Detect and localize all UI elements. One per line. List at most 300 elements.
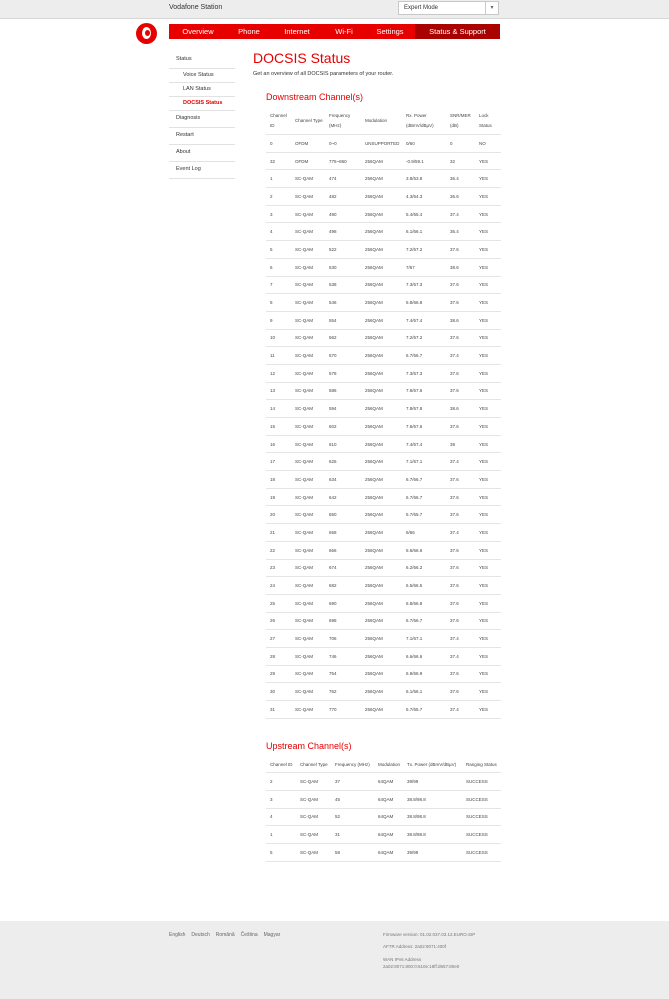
table-row — [266, 205, 501, 223]
table-cell: 256QAM — [361, 453, 402, 471]
table-cell: 18 — [266, 471, 291, 489]
table-cell: 19 — [266, 488, 291, 506]
table-cell: 37.4 — [446, 453, 475, 471]
footer — [0, 921, 669, 999]
table-cell: 16 — [266, 435, 291, 453]
table-cell: 256QAM — [361, 559, 402, 577]
table-cell: 25 — [266, 594, 291, 612]
table-cell: YES — [475, 612, 501, 630]
table-cell: 256QAM — [361, 188, 402, 206]
table-cell: 256QAM — [361, 471, 402, 489]
table-cell: SUCCESS — [462, 826, 501, 844]
upstream-header-cell: Channel ID — [266, 756, 296, 773]
table-cell: 775~860 — [325, 152, 361, 170]
table-cell: 256QAM — [361, 647, 402, 665]
table-cell: 256QAM — [361, 630, 402, 648]
table-cell: 650 — [325, 506, 361, 524]
table-cell: 37.6 — [446, 665, 475, 683]
table-cell: YES — [475, 170, 501, 188]
table-cell: 6.7/66.7 — [402, 347, 446, 365]
table-cell: 2 — [266, 773, 296, 791]
table-cell: 256QAM — [361, 152, 402, 170]
table-cell: SC-QAM — [291, 170, 325, 188]
table-cell: 37.6 — [446, 541, 475, 559]
table-cell: SC-QAM — [291, 471, 325, 489]
table-cell: YES — [475, 241, 501, 259]
downstream-title: Downstream Channel(s) — [266, 92, 364, 102]
top-bar — [0, 0, 669, 19]
table-cell: 6.6/66.6 — [402, 541, 446, 559]
table-cell: 10 — [266, 329, 291, 347]
table-cell: 7.6/67.6 — [402, 418, 446, 436]
table-cell: 634 — [325, 471, 361, 489]
upstream-header-row — [266, 756, 501, 773]
table-cell: 770 — [325, 701, 361, 719]
table-cell: 23 — [266, 559, 291, 577]
sidebar-item-docsis-status[interactable]: DOCSIS Status — [169, 97, 235, 111]
table-cell: SC-QAM — [291, 241, 325, 259]
table-cell: 6/66 — [402, 524, 446, 542]
table-cell: 37.6 — [446, 559, 475, 577]
table-cell: 256QAM — [361, 665, 402, 683]
table-cell: 7 — [266, 276, 291, 294]
table-cell: 37.6 — [446, 612, 475, 630]
table-cell: 13 — [266, 382, 291, 400]
table-cell: SC-QAM — [296, 790, 331, 808]
table-row — [266, 612, 501, 630]
table-row — [266, 488, 501, 506]
table-row — [266, 773, 501, 791]
table-cell: 256QAM — [361, 524, 402, 542]
table-cell: 14 — [266, 400, 291, 418]
nav-phone[interactable]: Phone — [238, 27, 260, 36]
upstream-header-cell: Tx. Power (dBmV/dBµV) — [403, 756, 462, 773]
table-cell: 256QAM — [361, 223, 402, 241]
table-cell: 7.4/67.4 — [402, 311, 446, 329]
table-cell: 256QAM — [361, 364, 402, 382]
sidebar-item-event-log[interactable]: Event Log — [169, 162, 235, 179]
table-row — [266, 241, 501, 259]
table-cell: YES — [475, 559, 501, 577]
downstream-header-cell: Channel Type — [291, 108, 325, 135]
table-cell: 256QAM — [361, 347, 402, 365]
table-cell: 4 — [266, 223, 291, 241]
table-cell: 256QAM — [361, 400, 402, 418]
table-cell: NO — [475, 135, 501, 153]
downstream-header-cell: Lock Status — [475, 108, 501, 135]
table-row — [266, 844, 501, 862]
table-row — [266, 506, 501, 524]
table-cell: 256QAM — [361, 594, 402, 612]
table-cell: OFDM — [291, 135, 325, 153]
table-cell: 38.8/98.8 — [403, 826, 462, 844]
table-cell: 31 — [331, 826, 374, 844]
sidebar-item-status[interactable]: Status — [169, 52, 235, 69]
table-cell: 256QAM — [361, 205, 402, 223]
table-cell: SC-QAM — [291, 488, 325, 506]
table-cell: 6.7/66.7 — [402, 488, 446, 506]
table-row — [266, 188, 501, 206]
table-cell: 38.6 — [446, 400, 475, 418]
table-row — [266, 347, 501, 365]
nav-settings[interactable]: Settings — [376, 27, 404, 36]
table-cell: 37.4 — [446, 524, 475, 542]
table-cell: 64QAM — [374, 826, 403, 844]
language-links — [169, 932, 280, 938]
table-cell: 482 — [325, 188, 361, 206]
table-cell: SC-QAM — [291, 524, 325, 542]
table-cell: 30 — [266, 683, 291, 701]
table-row — [266, 559, 501, 577]
downstream-header-cell: Frequency (MHz) — [325, 108, 361, 135]
table-cell: SC-QAM — [296, 773, 331, 791]
table-cell: 64QAM — [374, 844, 403, 862]
table-cell: SC-QAM — [291, 577, 325, 595]
table-cell: OFDM — [291, 152, 325, 170]
table-cell: 7.2/67.2 — [402, 329, 446, 347]
table-cell: SC-QAM — [291, 205, 325, 223]
table-cell: 36.6 — [446, 188, 475, 206]
chevron-down-icon[interactable]: ▾ — [485, 2, 498, 14]
table-cell: SC-QAM — [291, 612, 325, 630]
table-cell: 4.3/64.3 — [402, 188, 446, 206]
table-cell: 7.3/67.3 — [402, 276, 446, 294]
table-cell: 256QAM — [361, 683, 402, 701]
table-cell: 7.1/67.1 — [402, 630, 446, 648]
page-title: DOCSIS Status — [253, 50, 351, 66]
table-row — [266, 400, 501, 418]
table-cell: 6.9/66.9 — [402, 665, 446, 683]
table-row — [266, 808, 501, 826]
table-cell: SUCCESS — [462, 808, 501, 826]
table-cell: 31 — [266, 701, 291, 719]
table-cell: 5.7/65.7 — [402, 506, 446, 524]
table-row — [266, 276, 501, 294]
table-cell: 706 — [325, 630, 361, 648]
table-cell: YES — [475, 223, 501, 241]
table-cell: 6.8/66.8 — [402, 594, 446, 612]
table-cell: 602 — [325, 418, 361, 436]
table-cell: 12 — [266, 364, 291, 382]
table-cell: 52 — [331, 808, 374, 826]
table-cell: 36.4 — [446, 170, 475, 188]
table-cell: 6.7/66.7 — [402, 612, 446, 630]
table-cell: 37.4 — [446, 647, 475, 665]
table-row — [266, 152, 501, 170]
table-cell: SC-QAM — [291, 701, 325, 719]
table-row — [266, 329, 501, 347]
table-cell: 38.8/98.8 — [403, 790, 462, 808]
table-cell: 594 — [325, 400, 361, 418]
table-cell: 256QAM — [361, 170, 402, 188]
table-cell: YES — [475, 364, 501, 382]
sidebar — [169, 52, 235, 179]
table-cell: 698 — [325, 612, 361, 630]
table-cell: 6.7/66.7 — [402, 471, 446, 489]
table-row — [266, 541, 501, 559]
table-cell: 0 — [446, 135, 475, 153]
table-row — [266, 577, 501, 595]
table-cell: 746 — [325, 647, 361, 665]
table-cell: 37.6 — [446, 488, 475, 506]
table-cell: 37.6 — [446, 506, 475, 524]
table-cell: 666 — [325, 541, 361, 559]
table-cell: 38.6 — [446, 258, 475, 276]
table-cell: 256QAM — [361, 418, 402, 436]
table-cell: 6.5/66.5 — [402, 577, 446, 595]
table-cell: SUCCESS — [462, 790, 501, 808]
table-cell: 578 — [325, 364, 361, 382]
table-cell: 5.4/65.4 — [402, 205, 446, 223]
table-cell: 37.6 — [446, 471, 475, 489]
table-cell: 36.4 — [446, 223, 475, 241]
nav-internet[interactable]: Internet — [284, 27, 310, 36]
table-cell: 0 — [266, 135, 291, 153]
table-cell: 256QAM — [361, 506, 402, 524]
main-nav — [169, 24, 500, 39]
table-row — [266, 826, 501, 844]
table-cell: SC-QAM — [296, 826, 331, 844]
table-row — [266, 453, 501, 471]
page-description: Get an overview of all DOCSIS parameters of your router. — [253, 71, 394, 77]
table-cell: SC-QAM — [291, 400, 325, 418]
table-cell: SC-QAM — [291, 594, 325, 612]
mode-select[interactable] — [398, 1, 499, 15]
table-cell: 37.6 — [446, 364, 475, 382]
table-row — [266, 524, 501, 542]
table-cell: 58 — [331, 844, 374, 862]
table-cell: 15 — [266, 418, 291, 436]
upstream-header-cell: Modulation — [374, 756, 403, 773]
table-cell: YES — [475, 647, 501, 665]
upstream-table — [266, 756, 501, 862]
lang-deutsch[interactable]: Deutsch — [191, 932, 210, 938]
table-cell: 37.6 — [446, 594, 475, 612]
table-cell: 64QAM — [374, 773, 403, 791]
sidebar-item-diagnosis[interactable]: Diagnosis — [169, 111, 235, 128]
table-cell: 530 — [325, 258, 361, 276]
table-row — [266, 471, 501, 489]
sidebar-item-restart[interactable]: Restart — [169, 128, 235, 145]
table-cell: 522 — [325, 241, 361, 259]
table-cell: 6.6/66.6 — [402, 647, 446, 665]
table-cell: SC-QAM — [291, 276, 325, 294]
downstream-header-cell: Modulation — [361, 108, 402, 135]
firmware-version: Firmware version: 01.02.037.03.12.EURO.SIP — [383, 932, 476, 937]
table-cell: 658 — [325, 524, 361, 542]
table-cell: YES — [475, 594, 501, 612]
table-cell: 37.4 — [446, 630, 475, 648]
table-cell: YES — [475, 683, 501, 701]
table-cell: SC-QAM — [291, 311, 325, 329]
upstream-header-cell: Frequency (MHz) — [331, 756, 374, 773]
table-cell: 39/99 — [403, 773, 462, 791]
downstream-header-cell: Rx. Power (dBmV/dBµV) — [402, 108, 446, 135]
table-row — [266, 258, 501, 276]
table-cell: 22 — [266, 541, 291, 559]
table-cell: 754 — [325, 665, 361, 683]
table-cell: SC-QAM — [291, 665, 325, 683]
lang-cestina[interactable]: Čeština — [240, 932, 258, 938]
table-cell: 5 — [266, 844, 296, 862]
table-cell: 21 — [266, 524, 291, 542]
table-cell: SUCCESS — [462, 773, 501, 791]
table-cell: SC-QAM — [296, 808, 331, 826]
table-cell: 64QAM — [374, 790, 403, 808]
table-cell: -0.9/59.1 — [402, 152, 446, 170]
table-row — [266, 701, 501, 719]
table-cell: 32 — [266, 152, 291, 170]
table-cell: 0~0 — [325, 135, 361, 153]
table-row — [266, 294, 501, 312]
table-cell: 38.6 — [446, 311, 475, 329]
table-cell: YES — [475, 205, 501, 223]
table-cell: 39/99 — [403, 844, 462, 862]
table-cell: SC-QAM — [291, 647, 325, 665]
nav-wifi[interactable]: Wi-Fi — [335, 27, 353, 36]
table-cell: 0/60 — [402, 135, 446, 153]
table-cell: 4 — [266, 808, 296, 826]
table-cell: 256QAM — [361, 294, 402, 312]
table-cell: 256QAM — [361, 382, 402, 400]
lang-english[interactable]: English — [169, 932, 186, 938]
table-cell: 37.6 — [446, 329, 475, 347]
sidebar-item-lan-status[interactable]: LAN Status — [169, 83, 235, 97]
table-cell: 586 — [325, 382, 361, 400]
downstream-header-cell: SNR/MER (dB) — [446, 108, 475, 135]
lang-magyar[interactable]: Magyar — [263, 932, 281, 938]
table-cell: 562 — [325, 329, 361, 347]
table-cell: 20 — [266, 506, 291, 524]
sidebar-item-about[interactable]: About — [169, 145, 235, 162]
vodafone-logo[interactable] — [136, 23, 157, 44]
table-cell: YES — [475, 329, 501, 347]
table-cell: YES — [475, 471, 501, 489]
table-cell: 256QAM — [361, 701, 402, 719]
table-cell: 37.4 — [446, 205, 475, 223]
table-cell: 256QAM — [361, 311, 402, 329]
table-cell: 256QAM — [361, 258, 402, 276]
table-cell: YES — [475, 630, 501, 648]
table-row — [266, 223, 501, 241]
table-cell: SC-QAM — [291, 223, 325, 241]
table-cell: 256QAM — [361, 435, 402, 453]
upstream-title: Upstream Channel(s) — [266, 741, 352, 751]
downstream-header-row — [266, 108, 501, 135]
table-cell: YES — [475, 488, 501, 506]
table-cell: SC-QAM — [291, 559, 325, 577]
table-cell: YES — [475, 665, 501, 683]
table-cell: 256QAM — [361, 241, 402, 259]
table-row — [266, 647, 501, 665]
nav-status-support[interactable]: Status & Support — [415, 24, 500, 39]
table-cell: YES — [475, 541, 501, 559]
table-cell: 538 — [325, 276, 361, 294]
table-row — [266, 630, 501, 648]
table-cell: 626 — [325, 453, 361, 471]
table-cell: 37.6 — [446, 276, 475, 294]
table-cell: YES — [475, 453, 501, 471]
table-cell: 7/67 — [402, 258, 446, 276]
table-cell: YES — [475, 311, 501, 329]
table-cell: SC-QAM — [291, 506, 325, 524]
table-row — [266, 594, 501, 612]
table-cell: 32 — [446, 152, 475, 170]
table-cell: 7.6/67.6 — [402, 382, 446, 400]
table-cell: YES — [475, 382, 501, 400]
table-cell: 37.4 — [446, 347, 475, 365]
table-cell: YES — [475, 524, 501, 542]
table-cell: 8 — [266, 294, 291, 312]
table-cell: 256QAM — [361, 541, 402, 559]
table-cell: 17 — [266, 453, 291, 471]
table-row — [266, 382, 501, 400]
table-cell: 37.6 — [446, 418, 475, 436]
table-cell: YES — [475, 258, 501, 276]
table-cell: YES — [475, 152, 501, 170]
table-cell: YES — [475, 701, 501, 719]
table-row — [266, 665, 501, 683]
table-row — [266, 311, 501, 329]
table-cell: 27 — [266, 630, 291, 648]
table-cell: 6.1/66.1 — [402, 223, 446, 241]
table-cell: 37.6 — [446, 382, 475, 400]
table-cell: SC-QAM — [291, 258, 325, 276]
lang-romana[interactable]: Română — [215, 932, 235, 938]
table-cell: 39 — [446, 435, 475, 453]
table-cell: 37.6 — [446, 294, 475, 312]
table-cell: 37.6 — [446, 683, 475, 701]
table-cell: YES — [475, 506, 501, 524]
table-cell: SC-QAM — [291, 364, 325, 382]
table-cell: 682 — [325, 577, 361, 595]
table-cell: 64QAM — [374, 808, 403, 826]
table-cell: SC-QAM — [291, 294, 325, 312]
table-cell: YES — [475, 276, 501, 294]
table-cell: SC-QAM — [291, 347, 325, 365]
table-cell: 3 — [266, 205, 291, 223]
table-cell: 256QAM — [361, 488, 402, 506]
table-cell: SC-QAM — [291, 329, 325, 347]
table-cell: UNSUPPORTED — [361, 135, 402, 153]
sidebar-item-voice-status[interactable]: Voice Status — [169, 69, 235, 83]
table-cell: YES — [475, 400, 501, 418]
table-cell: YES — [475, 577, 501, 595]
wan-ipv6-address: 2a02:8071:800:0:610e:18ff:d657:80e0 — [383, 964, 460, 969]
table-cell: 3.8/63.8 — [402, 170, 446, 188]
table-cell: 642 — [325, 488, 361, 506]
downstream-header-cell: Channel ID — [266, 108, 291, 135]
table-row — [266, 135, 501, 153]
table-cell: 256QAM — [361, 276, 402, 294]
table-cell: 570 — [325, 347, 361, 365]
table-cell: 762 — [325, 683, 361, 701]
table-cell: 474 — [325, 170, 361, 188]
table-cell: 690 — [325, 594, 361, 612]
table-cell: 3 — [266, 790, 296, 808]
table-cell: 7.2/67.2 — [402, 241, 446, 259]
table-cell: 26 — [266, 612, 291, 630]
table-cell: YES — [475, 418, 501, 436]
nav-overview[interactable]: Overview — [182, 27, 214, 36]
table-cell: 7.4/67.4 — [402, 435, 446, 453]
table-cell: SC-QAM — [291, 683, 325, 701]
app-title: Vodafone Station — [169, 4, 223, 11]
table-row — [266, 790, 501, 808]
table-cell: 37.4 — [446, 701, 475, 719]
aftr-address: AFTR Address: 2a02:8071:400f — [383, 944, 447, 949]
upstream-header-cell: Channel Type — [296, 756, 331, 773]
